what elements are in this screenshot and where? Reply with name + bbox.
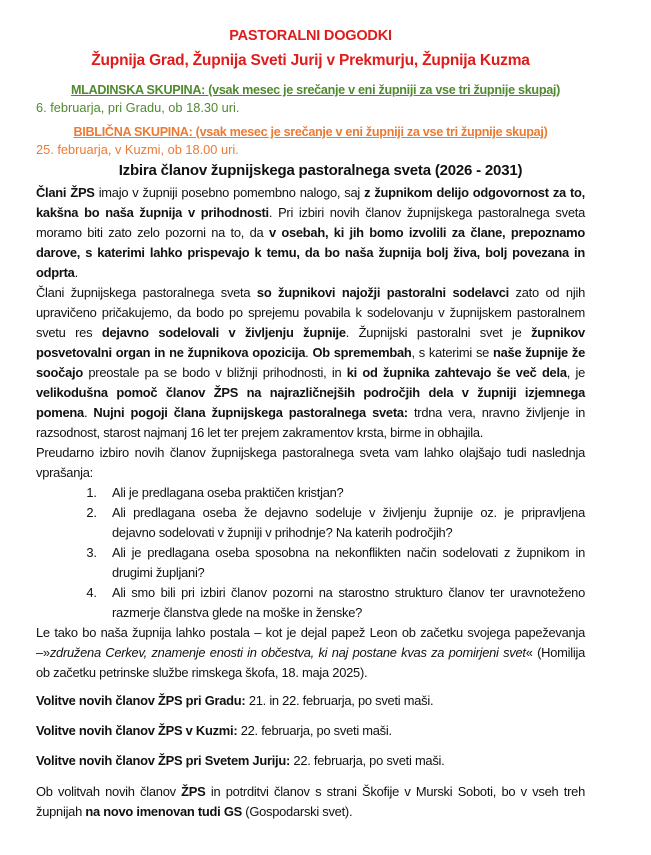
text: in potrditvi članov s strani Škofije v Murski Soboti, bo v vseh treh župnijah bbox=[36, 784, 586, 819]
text: Le tako bo naša župnija lahko postala – kot je dejal papež Leon ob začetku svojega papeževanja –» bbox=[36, 625, 585, 660]
text: preostale pa se bodo v bližnji prihodnosti, in bbox=[82, 365, 347, 380]
bible-group-heading: BIBLIČNA SKUPINA: (vsak mesec je srečanje v eni župniji za vse tri župnije skupaj) bbox=[73, 125, 548, 139]
parishes-subtitle: Župnija Grad, Župnija Sveti Jurij v Prekmurju, Župnija Kuzma bbox=[91, 52, 530, 69]
bold-text: velikodušna pomoč članov ŽPS na najrazličnejših področjih dela v župniji izjemnega pomena bbox=[36, 385, 585, 420]
text: . bbox=[305, 345, 313, 360]
paragraph-pope-quote bbox=[36, 623, 585, 683]
vote-label: Volitve novih članov ŽPS pri Svetem Juriju: bbox=[36, 753, 291, 768]
bold-text: župnikov posvetovalni organ in ne župnikova opozicija bbox=[36, 325, 585, 360]
bold-text: dejavno sodelovali v življenju župnije bbox=[101, 325, 346, 340]
bold-text: na novo imenovan tudi GS bbox=[85, 804, 242, 819]
questions-list bbox=[36, 483, 585, 623]
text: . Pri izbiri novih članov župnijskega pastoralnega sveta moramo biti zato zelo pozorni na to, da bbox=[36, 205, 585, 240]
paragraph-closing bbox=[36, 782, 585, 822]
bold-text: ki od župnika zahtevajo še več dela bbox=[346, 365, 567, 380]
text: , je bbox=[566, 365, 585, 380]
bold-text: ŽPS bbox=[181, 784, 206, 799]
bold-text: Člani ŽPS bbox=[36, 185, 95, 200]
text: . bbox=[83, 405, 94, 420]
paragraph-questions-intro: Preudarno izbiro novih članov župnijskega pastoralnega sveta vam lahko olajšajo tudi naslednja vprašanja: bbox=[36, 445, 585, 480]
bible-group-date: 25. februarja, v Kuzmi, ob 18.00 uri. bbox=[36, 142, 239, 157]
section-title: Izbira članov župnijskega pastoralnega sveta (2026 - 2031) bbox=[118, 162, 523, 179]
question-item: 3. Ali je predlagana oseba sposobna na nekonflikten način sodelovati z župnikom in drugimi župljani? bbox=[100, 543, 585, 583]
text: trdna vera, nravno življenje in razsodnost, starost najmanj 16 let ter prejem zakramentov krsta, birme in obhajila. bbox=[36, 405, 586, 440]
page-title: PASTORALNI DOGODKI bbox=[229, 28, 392, 44]
bold-text: Ob spremembah bbox=[312, 345, 412, 360]
vote-label: Volitve novih članov ŽPS v Kuzmi: bbox=[36, 723, 238, 738]
text: imajo v župniji posebno pomembno nalogo, saj bbox=[94, 185, 365, 200]
bold-text: Nujni pogoji člana župnijskega pastoralnega sveta: bbox=[93, 405, 408, 420]
vote-date: 22. februarja, po sveti maši. bbox=[290, 753, 445, 768]
question-item: 4. Ali smo bili pri izbiri članov pozorni na starostno strukturo članov ter uravnoteženo razmerje članstva glede na moške in ženske? bbox=[100, 583, 585, 623]
text: , s katerimi se bbox=[411, 345, 493, 360]
quote-text: združena Cerkev, znamenje enosti in občestva, ki naj postane kvas za pomirjeni svet bbox=[49, 645, 526, 660]
vote-date: 21. in 22. februarja, po sveti maši. bbox=[245, 693, 434, 708]
youth-group-heading: MLADINSKA SKUPINA: (vsak mesec je srečanje v eni župniji za vse tri župnije skupaj) bbox=[70, 83, 561, 97]
question-item: 2. Ali predlagana oseba že dejavno sodeluje v življenju župnije oz. je pripravljena dejavno sodelovati v župniji v prihodnje? Na katerih področjih? bbox=[100, 503, 585, 543]
bold-text: z župnikom delijo odgovornost za to, kakšna bo naša župnija v prihodnosti bbox=[36, 185, 585, 220]
vote-label: Volitve novih članov ŽPS pri Gradu: bbox=[36, 693, 246, 708]
paragraph-council-members bbox=[36, 283, 585, 443]
text: zato od njih upravičeno pričakujemo, da bodo po sprejemu povabila k sodelovanju v župnijskem pastoralnem svetu res bbox=[36, 285, 585, 340]
youth-group-date: 6. februarja, pri Gradu, ob 18.30 uri. bbox=[36, 100, 240, 115]
vote-grad bbox=[36, 691, 585, 711]
bold-text: naše župnije že soočajo bbox=[36, 345, 585, 380]
paragraph-council-role bbox=[36, 183, 585, 283]
text: « (Homilija ob začetku petrinske službe rimskega škofa, 18. maja 2025). bbox=[36, 645, 586, 680]
text: (Gospodarski svet). bbox=[241, 804, 353, 819]
vote-date: 22. februarja, po sveti maši. bbox=[237, 723, 392, 738]
bold-text: v osebah, ki jih bomo izvolili za člane, prepoznamo darove, s katerimi lahko prispevajo k temu, da bo naša župnija bolj živa, bolj povezana in odprta bbox=[36, 225, 585, 280]
text: . Župnijski pastoralni svet je bbox=[345, 325, 532, 340]
vote-sveti-jurij bbox=[36, 751, 585, 771]
question-item: 1. Ali je predlagana oseba praktičen kristjan? bbox=[100, 483, 585, 503]
vote-kuzma bbox=[36, 721, 585, 741]
text: Člani župnijskega pastoralnega sveta bbox=[36, 285, 257, 300]
bold-text: so župnikovi najožji pastoralni sodelavci bbox=[256, 285, 509, 300]
text: Ob volitvah novih članov bbox=[36, 784, 182, 799]
text: . bbox=[74, 265, 78, 280]
